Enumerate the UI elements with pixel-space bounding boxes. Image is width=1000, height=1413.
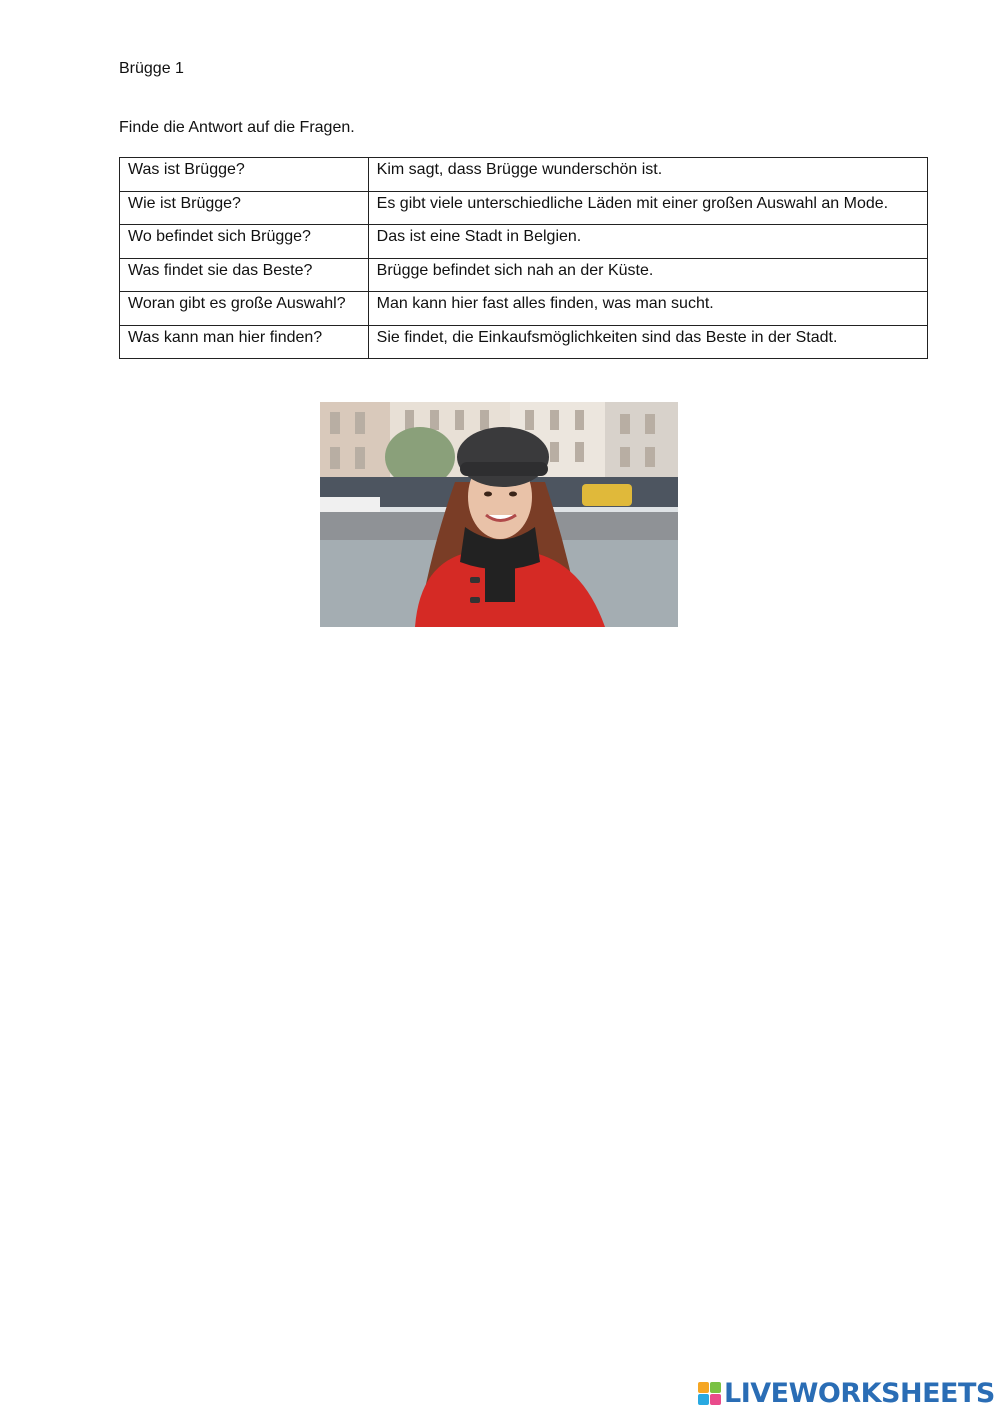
logo-squares-icon xyxy=(698,1382,721,1405)
question-cell: Wo befindet sich Brügge? xyxy=(120,225,369,259)
instruction-text: Finde die Antwort auf die Fragen. xyxy=(119,119,355,136)
photo-woman-in-city xyxy=(320,402,678,627)
table-row xyxy=(120,325,928,359)
answer-cell[interactable]: Es gibt viele unterschiedliche Läden mit einer großen Auswahl an Mode. xyxy=(368,191,927,225)
logo-text: LIVEWORKSHEETS xyxy=(724,1377,995,1409)
answer-cell[interactable]: Brügge befindet sich nah an der Küste. xyxy=(368,258,927,292)
table-row xyxy=(120,158,928,192)
question-cell: Wie ist Brügge? xyxy=(120,191,369,225)
question-cell: Was findet sie das Beste? xyxy=(120,258,369,292)
answer-cell[interactable]: Sie findet, die Einkaufsmöglichkeiten sind das Beste in der Stadt. xyxy=(368,325,927,359)
question-cell: Was ist Brügge? xyxy=(120,158,369,192)
answer-cell[interactable]: Man kann hier fast alles finden, was man sucht. xyxy=(368,292,927,326)
liveworksheets-logo xyxy=(698,1377,995,1409)
photo-illustration xyxy=(320,402,678,627)
question-answer-table xyxy=(119,157,928,359)
table-row xyxy=(120,258,928,292)
answer-cell[interactable]: Kim sagt, dass Brügge wunderschön ist. xyxy=(368,158,927,192)
answer-cell[interactable]: Das ist eine Stadt in Belgien. xyxy=(368,225,927,259)
table-row xyxy=(120,225,928,259)
document-title: Brügge 1 xyxy=(119,60,184,77)
question-cell: Was kann man hier finden? xyxy=(120,325,369,359)
table-row xyxy=(120,292,928,326)
table-row xyxy=(120,191,928,225)
question-cell: Woran gibt es große Auswahl? xyxy=(120,292,369,326)
